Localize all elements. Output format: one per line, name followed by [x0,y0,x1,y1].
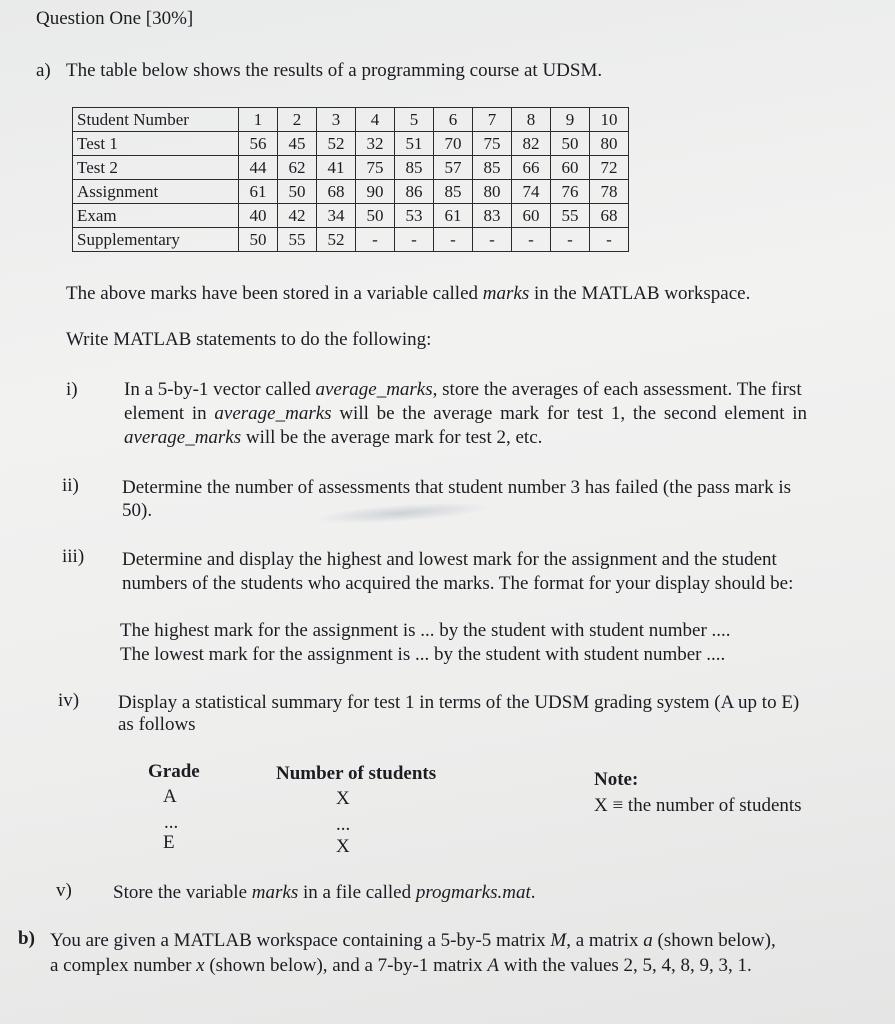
table-cell: 3 [317,108,356,132]
table-cell: 86 [395,180,434,204]
note-text: X ≡ the number of students [594,795,802,816]
table-cell: 50 [239,228,278,252]
row-label-cell: Exam [73,204,239,228]
item-i-line1-pre: In a 5-by-1 vector called [124,379,316,400]
table-cell: 9 [551,108,590,132]
table-row [73,156,629,180]
table-cell: 61 [434,204,473,228]
table-cell: 85 [434,180,473,204]
item-v-label: v) [56,880,72,901]
part-b-complex-x: x [196,955,205,976]
table-row [73,204,629,228]
table-cell: 82 [512,132,551,156]
count-last: X [336,836,350,857]
table-cell: - [395,228,434,252]
stored-sentence [66,283,750,305]
grade-header: Grade [148,761,200,782]
part-b-label: b) [18,928,35,949]
table-cell: 75 [356,156,395,180]
grade-dots: ... [164,812,179,833]
table-cell: 76 [551,180,590,204]
item-i-line2-post: will be the average mark for test 1, the second element in [331,403,808,424]
table-cell: 72 [590,156,629,180]
part-b-line1-post: (shown below), [652,930,776,951]
part-b-line1-pre: You are given a MATLAB workspace containing a 5-by-5 matrix [50,930,551,951]
table-cell: 45 [278,132,317,156]
table-cell: 10 [590,108,629,132]
part-b-line2 [50,955,752,977]
table-cell: 41 [317,156,356,180]
part-b-matrix-M: M [550,930,567,951]
table-cell: 60 [551,156,590,180]
item-i-line2 [124,403,807,425]
table-cell: 1 [239,108,278,132]
table-row [73,180,629,204]
table-cell: 50 [356,204,395,228]
item-i-line3-var: average_marks [124,427,242,448]
item-v-post: . [530,882,536,903]
table-row [73,228,629,252]
row-label-cell: Test 2 [73,156,239,180]
stored-pre: The above marks have been stored in a variable called [66,283,483,304]
part-b-line1 [50,930,776,952]
table-cell: 5 [395,108,434,132]
table-cell: 80 [473,180,512,204]
part-b-line2-pre: a complex number [50,955,197,976]
write-instruction: Write MATLAB statements to do the following: [66,329,432,350]
table-cell: 2 [278,108,317,132]
table-cell: 52 [317,228,356,252]
table-cell: 52 [317,132,356,156]
table-cell: 62 [278,156,317,180]
pen-smudge [320,499,486,526]
table-header-row [73,108,629,132]
row-label-cell: Supplementary [73,228,239,252]
table-cell: 60 [512,204,551,228]
part-b-line2-post: with the values 2, 5, 4, 8, 9, 3, 1. [499,955,752,976]
table-cell: 68 [590,204,629,228]
table-cell: - [512,228,551,252]
part-b-line2-mid: (shown below), and a 7-by-1 matrix [204,955,488,976]
row-label-cell: Test 1 [73,132,239,156]
count-dots: ... [336,814,351,835]
item-iv-line2: as follows [118,714,196,735]
marks-table [72,107,629,252]
item-iii-format-highest: The highest mark for the assignment is ... by the student with student number .... [120,620,731,641]
item-i-line2-var: average_marks [214,403,332,424]
table-cell: 70 [434,132,473,156]
table-cell: 78 [590,180,629,204]
note-header: Note: [594,769,639,790]
table-cell: 32 [356,132,395,156]
item-i-line3-post: will be the average mark for test 2, etc. [241,427,543,448]
item-i-label: i) [66,379,78,400]
item-ii-line2: 50). [122,500,153,521]
table-cell: 68 [317,180,356,204]
item-i-line1-var: average_marks [315,379,433,400]
table-cell: 90 [356,180,395,204]
table-cell: 55 [551,204,590,228]
item-ii-label: ii) [62,475,79,496]
table-cell: 6 [434,108,473,132]
table-cell: 51 [395,132,434,156]
table-cell: 7 [473,108,512,132]
item-iv-label: iv) [58,690,80,711]
item-i-line1 [124,379,802,401]
item-v-mid: in a file called [298,882,416,903]
table-cell: 75 [473,132,512,156]
item-iii-line1: Determine and display the highest and lowest mark for the assignment and the student [122,549,777,570]
row-label-cell: Assignment [73,180,239,204]
question-heading: Question One [30%] [36,8,194,29]
table-cell: - [473,228,512,252]
item-v-pre: Store the variable [113,882,252,903]
table-cell: 57 [434,156,473,180]
table-cell: 40 [239,204,278,228]
table-row [73,132,629,156]
item-v-text [113,882,536,904]
table-cell: 80 [590,132,629,156]
table-cell: - [356,228,395,252]
count-header: Number of students [276,763,437,784]
table-cell: 74 [512,180,551,204]
count-first: X [336,788,350,809]
table-cell: 85 [473,156,512,180]
grade-last: E [163,832,175,853]
part-a-label: a) [36,60,51,81]
item-v-file: progmarks.mat [415,882,531,903]
item-iii-label: iii) [62,546,85,567]
table-cell: 83 [473,204,512,228]
table-cell: 53 [395,204,434,228]
part-b-line1-mid: , a matrix [566,930,644,951]
item-iv-line1: Display a statistical summary for test 1 in terms of the UDSM grading system (A up to E) [118,692,800,713]
table-cell: - [551,228,590,252]
table-cell: 61 [239,180,278,204]
part-a-intro: The table below shows the results of a programming course at UDSM. [66,60,603,81]
item-i-line3 [124,427,542,449]
item-ii-line1: Determine the number of assessments that student number 3 has failed (the pass mark is [122,477,792,498]
table-cell: 55 [278,228,317,252]
grade-first: A [163,786,177,807]
item-iii-format-lowest: The lowest mark for the assignment is ... by the student with student number .... [120,644,726,665]
table-cell: 85 [395,156,434,180]
table-cell: - [590,228,629,252]
table-cell: 8 [512,108,551,132]
item-iii-line2: numbers of the students who acquired the marks. The format for your display should be: [122,573,794,594]
part-b-matrix-a: a [643,930,653,951]
table-cell: 50 [278,180,317,204]
table-cell: 50 [551,132,590,156]
item-i-line1-post: , store the averages of each assessment. The first [432,379,802,400]
table-cell: 34 [317,204,356,228]
table-cell: - [434,228,473,252]
row-label-cell: Student Number [73,108,239,132]
table-cell: 4 [356,108,395,132]
item-v-var: marks [251,882,299,903]
item-i-line2-pre: element in [124,403,215,424]
table-cell: 66 [512,156,551,180]
stored-var: marks [482,283,530,304]
stored-post: in the MATLAB workspace. [529,283,751,304]
part-b-matrix-A: A [487,955,500,976]
table-cell: 56 [239,132,278,156]
table-cell: 44 [239,156,278,180]
table-cell: 42 [278,204,317,228]
